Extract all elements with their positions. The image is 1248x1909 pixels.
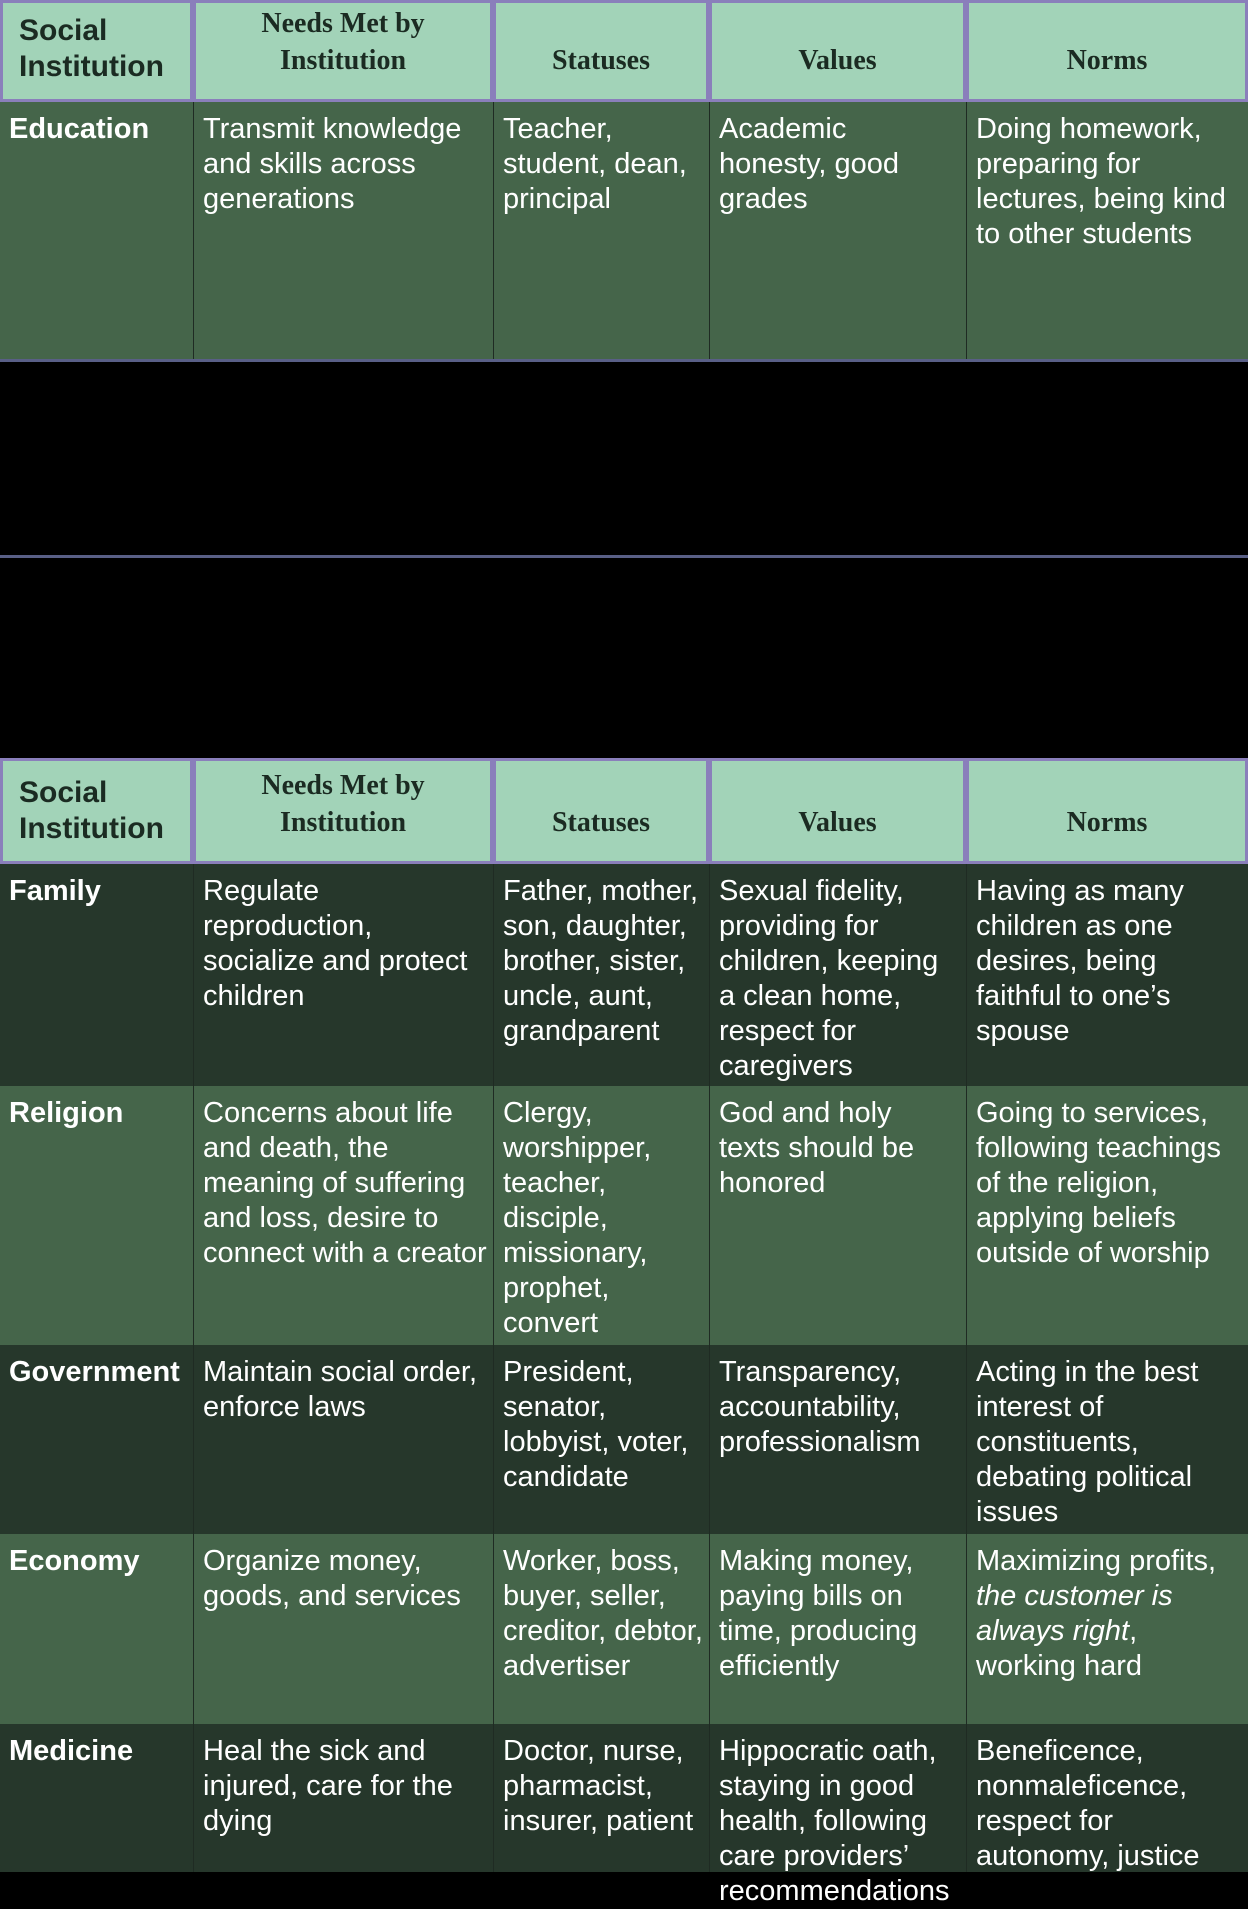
institution-cell: Education [0,102,193,360]
header-values: Values [709,0,966,102]
header-needs: Needs Met by Institution [193,0,493,102]
institution-cell: Government [0,1345,193,1534]
institution-cell: Family [0,864,193,1086]
institutions-table [0,758,1248,1907]
needs-cell: Organize money, goods, and services [193,1534,493,1724]
header-social-institution: Social Institution [0,758,193,864]
divider [0,359,1248,362]
values-cell: Academic honesty, good grades [709,102,966,360]
needs-cell: Transmit knowledge and skills across generations [193,102,493,360]
header-norms: Norms [966,758,1248,864]
institution-cell: Economy [0,1534,193,1724]
values-cell: Making money, paying bills on time, producing efficiently [709,1534,966,1724]
norms-text: , working hard [976,1615,1143,1682]
institution-cell: Religion [0,1086,193,1345]
header-values: Values [709,758,966,864]
institution-cell: Medicine [0,1724,193,1872]
education-table [0,0,1248,360]
statuses-cell: Teacher, student, dean, principal [493,102,709,360]
statuses-cell: President, senator, lobbyist, voter, candidate [493,1345,709,1534]
header-statuses: Statuses [493,0,709,102]
norms-cell: Acting in the best interest of constituents, debating political issues [966,1345,1248,1534]
norms-cell: Having as many children as one desires, being faithful to one’s spouse [966,864,1248,1086]
statuses-cell: Father, mother, son, daughter, brother, sister, uncle, aunt, grandparent [493,864,709,1086]
norms-cell: Going to services, following teachings of the religion, applying beliefs outside of worship [966,1086,1248,1345]
values-cell: Hippocratic oath, staying in good health, following care providers’ recommendations [709,1724,966,1872]
values-cell: God and holy texts should be honored [709,1086,966,1345]
norms-cell: Beneficence, nonmaleficence, respect for autonomy, justice [966,1724,1248,1872]
needs-cell: Maintain social order, enforce laws [193,1345,493,1534]
statuses-cell: Doctor, nurse, pharmacist, insurer, patient [493,1724,709,1872]
needs-cell: Heal the sick and injured, care for the dying [193,1724,493,1872]
divider [0,555,1248,558]
header-social-institution: Social Institution [0,0,193,102]
header-norms: Norms [966,0,1248,102]
norms-text: Maximizing profits, [976,1545,1217,1577]
norms-italic-text: the customer is always right [976,1580,1173,1647]
norms-cell: Doing homework, preparing for lectures, being kind to other students [966,102,1248,360]
needs-cell: Regulate reproduction, socialize and protect children [193,864,493,1086]
statuses-cell: Worker, boss, buyer, seller, creditor, debtor, advertiser [493,1534,709,1724]
statuses-cell: Clergy, worshipper, teacher, disciple, missionary, prophet, convert [493,1086,709,1345]
header-statuses: Statuses [493,758,709,864]
values-cell: Transparency, accountability, professionalism [709,1345,966,1534]
values-cell: Sexual fidelity, providing for children, keeping a clean home, respect for caregivers [709,864,966,1086]
header-needs: Needs Met by Institution [193,758,493,864]
norms-cell [966,1534,1248,1724]
needs-cell: Concerns about life and death, the meaning of suffering and loss, desire to connect with a creator [193,1086,493,1345]
